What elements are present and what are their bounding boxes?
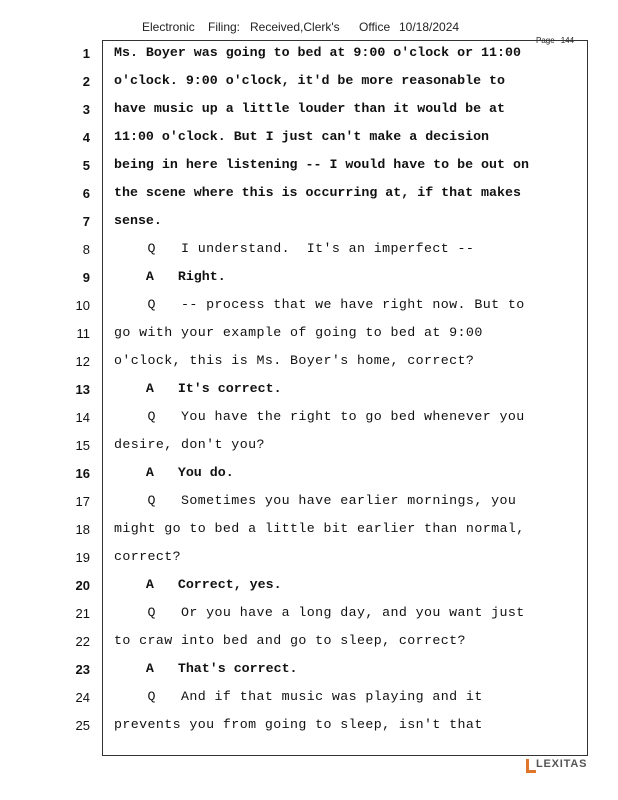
line-text: Q Or you have a long day, and you want just [114, 605, 525, 620]
page-number-value: 144 [560, 36, 575, 45]
line-text: being in here listening -- I would have to be out on [114, 157, 529, 172]
transcript-line [0, 488, 618, 516]
line-text: might go to bed a little bit earlier than normal, [114, 521, 525, 536]
transcript-line [0, 572, 618, 600]
line-number: 13 [75, 382, 90, 397]
transcript-line [0, 124, 618, 152]
line-text: A You do. [114, 465, 234, 480]
transcript-line [0, 628, 618, 656]
line-number: 14 [75, 410, 90, 425]
transcript-line [0, 516, 618, 544]
transcript-line [0, 152, 618, 180]
transcript-line [0, 68, 618, 96]
line-number: 19 [75, 550, 90, 565]
line-text: Q -- process that we have right now. But to [114, 297, 525, 312]
line-text: A Right. [114, 269, 226, 284]
line-number: 20 [75, 578, 90, 593]
transcript-line [0, 656, 618, 684]
line-text: A It's correct. [114, 381, 282, 396]
transcript-line [0, 292, 618, 320]
line-number: 5 [82, 158, 90, 173]
line-number: 6 [82, 186, 90, 201]
line-number: 16 [75, 466, 90, 481]
line-text: to craw into bed and go to sleep, correct? [114, 633, 466, 648]
transcript-line [0, 404, 618, 432]
logo-text: LEXITAS [536, 758, 588, 770]
transcript-line [0, 684, 618, 712]
line-text: A That's correct. [114, 661, 298, 676]
line-number: 4 [82, 130, 90, 145]
transcript-line [0, 208, 618, 236]
header-part: Electronic [142, 20, 195, 34]
transcript-line [0, 40, 618, 68]
line-number: 17 [75, 494, 90, 509]
line-number: 25 [75, 718, 90, 733]
transcript-line [0, 320, 618, 348]
transcript-line [0, 180, 618, 208]
line-text: o'clock. 9:00 o'clock, it'd be more reasonable to [114, 73, 505, 88]
line-number: 23 [75, 662, 90, 677]
line-text: Q I understand. It's an imperfect -- [114, 241, 475, 256]
line-number: 3 [82, 102, 90, 117]
line-text: correct? [114, 549, 182, 564]
line-number: 1 [82, 46, 90, 61]
transcript-line [0, 544, 618, 572]
transcript-line [0, 96, 618, 124]
line-text: go with your example of going to bed at 9:00 [114, 325, 483, 340]
header-part: 10/18/2024 [399, 20, 460, 34]
page-label: Page [536, 36, 555, 45]
line-text: desire, don't you? [114, 437, 265, 452]
line-text: have music up a little louder than it would be at [114, 101, 505, 116]
line-number: 8 [82, 242, 90, 257]
line-text: the scene where this is occurring at, if that makes [114, 185, 521, 200]
transcript-line [0, 348, 618, 376]
line-text: o'clock, this is Ms. Boyer's home, correct? [114, 353, 475, 368]
line-text: 11:00 o'clock. But I just can't make a decision [114, 129, 490, 144]
line-number: 18 [75, 522, 90, 537]
line-number: 12 [75, 354, 90, 369]
line-text: prevents you from going to sleep, isn't that [114, 717, 483, 732]
lexitas-logo [524, 756, 594, 776]
line-number: 21 [75, 606, 90, 621]
line-number: 15 [75, 438, 90, 453]
transcript-line [0, 460, 618, 488]
transcript-line [0, 376, 618, 404]
line-text: Ms. Boyer was going to bed at 9:00 o'clock or 11:00 [114, 45, 521, 60]
transcript-line [0, 236, 618, 264]
transcript-line [0, 264, 618, 292]
line-text: Q And if that music was playing and it [114, 689, 483, 704]
line-number: 11 [76, 326, 90, 341]
header-part: Filing: [208, 20, 241, 34]
line-number: 22 [75, 634, 90, 649]
line-number: 2 [82, 74, 90, 89]
line-number: 9 [82, 270, 90, 285]
transcript-line [0, 712, 618, 740]
transcript-line [0, 432, 618, 460]
line-number: 10 [75, 298, 90, 313]
line-number: 24 [75, 690, 90, 705]
transcript-line [0, 600, 618, 628]
header-part: Received,Clerk's [250, 20, 340, 34]
line-text: sense. [114, 213, 162, 228]
header-part: Office [359, 20, 391, 34]
line-text: Q Sometimes you have earlier mornings, you [114, 493, 517, 508]
line-text: A Correct, yes. [114, 577, 282, 592]
line-number: 7 [82, 214, 90, 229]
line-text: Q You have the right to go bed whenever you [114, 409, 525, 424]
filing-header [0, 20, 618, 36]
